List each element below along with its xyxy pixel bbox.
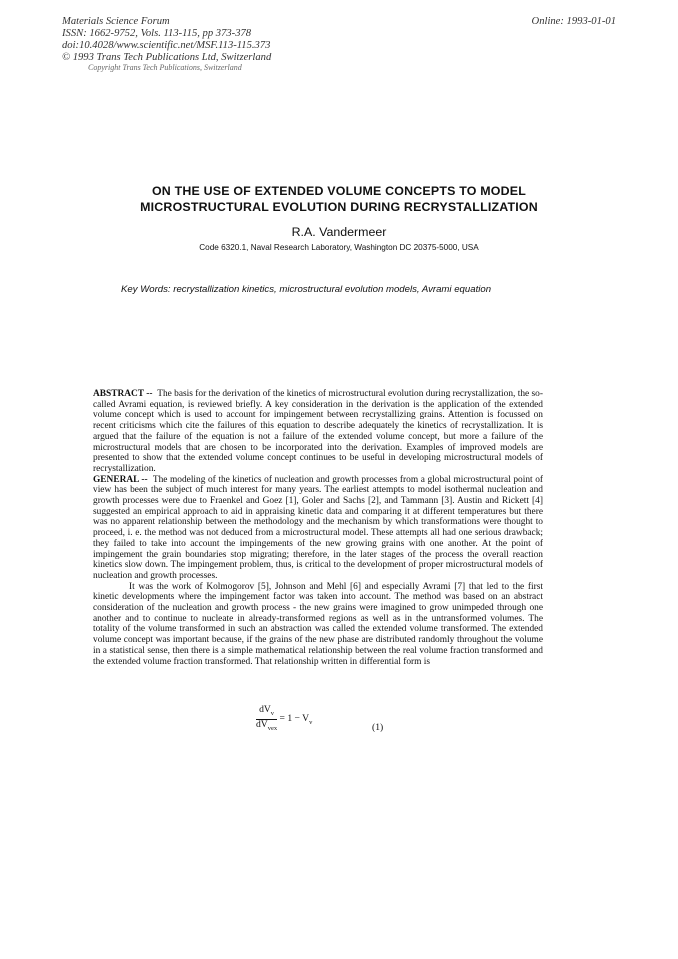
equation-1 — [256, 705, 516, 731]
equation-numerator: $dV_v$ — [256, 705, 277, 720]
equation-rhs: = $1 - V_v$ — [279, 712, 313, 726]
keywords: Key Words: recrystallization kinetics, microstructural evolution models, Avrami equation — [121, 284, 492, 295]
equation-fraction — [256, 705, 277, 734]
body-text — [93, 389, 543, 667]
author-name: R.A. Vandermeer — [291, 225, 387, 239]
equation-denominator: $dV_{vex}$ — [256, 718, 278, 732]
general-text-1: The modeling of the kinetics of nucleation and growth processes from a global microstructural point of view has been the subject of much interest for many years. The earliest attempts to model isothermal nucleation and growth processes were due to Fraenkel and Goez [1], Goler and Sachs [2], and Tammann [3]. Austin and Rickett [4] suggested an empirical approach to aid in appraising kinetic data and comparing it at different temperatures but there was no apparent relationship between the methodology and the mechanism by which transformations were thought to proceed, i. e. the method was not deduced from a microstructural model. These attempts all had one serious drawback; they failed to take into account the impingements of the new growing grains with one another. At the point of impingement the grain boundaries stop migrating; therefore, in the later stages of the process the overall reaction kinetics slow down. The impingement problem, thus, is critical to the development of proper microstructural models of nucleation and growth processes. — [93, 474, 543, 581]
journal-name: Materials Science Forum — [62, 16, 170, 27]
general-paragraph-2: It was the work of Kolmogorov [5], Johnson and Mehl [6] and especially Avrami [7] that led to the first kinetic developments where the impingement factor was taken into account. The method was based on an abstract consideration of the nucleation and growth process - the new grains were imagined to grow unimpeded through one another and to continue to nucleate in already-transformed regions as well as in the untransformed volumes. The totality of the volume transformed in such an abstraction was called the extended volume transformed. The extended volume concept was important because, if the grains of the new phase are distributed randomly throughout the volume in a statistical sense, then there is a simple mathematical relationship between the real volume fraction transformed and the extended volume fraction transformed. That relationship written in differential form is — [93, 581, 543, 667]
affiliation: Code 6320.1, Naval Research Laboratory, Washington DC 20375-5000, USA — [199, 243, 479, 252]
copyright-line: © 1993 Trans Tech Publications Ltd, Switzerland — [62, 52, 272, 63]
general-heading: GENERAL -- — [93, 474, 148, 485]
online-date: Online: 1993-01-01 — [531, 16, 616, 27]
title-line-1: ON THE USE OF EXTENDED VOLUME CONCEPTS TO MODEL — [151, 184, 527, 198]
abstract-paragraph — [93, 389, 543, 475]
general-paragraph-1 — [93, 475, 543, 582]
equation-number: (1) — [372, 722, 384, 733]
title-line-2: MICROSTRUCTURAL EVOLUTION DURING RECRYSTALLIZATION — [140, 200, 538, 214]
paper-title — [62, 183, 616, 215]
doi-link[interactable]: doi:10.4028/www.scientific.net/MSF.113-115.373 — [62, 40, 271, 51]
cut-copyright-line: Copyright Trans Tech Publications, Switzerland — [88, 63, 242, 72]
issn-line: ISSN: 1662-9752, Vols. 113-115, pp 373-378 — [62, 28, 252, 39]
abstract-heading: ABSTRACT -- — [93, 389, 153, 399]
abstract-text: The basis for the derivation of the kinetics of microstructural evolution during recrystallization, the so-called Avrami equation, is reviewed briefly. A key consideration in the derivation is the application of the extended volume concept which is used to account for impingement between recrystallizing grains. Attention is focussed on recent criticisms which cite the failures of this equation to describe adequately the kinetics of recrystallization. It is argued that the failure of the equation is not a failure of the extended volume concept, but more a failure of the microstructural models that are chosen to be incorporated into the derivation. Examples of improved models are presented to show that the extended volume concept continues to be useful in developing microstructural models of recrystallization. — [93, 389, 543, 474]
